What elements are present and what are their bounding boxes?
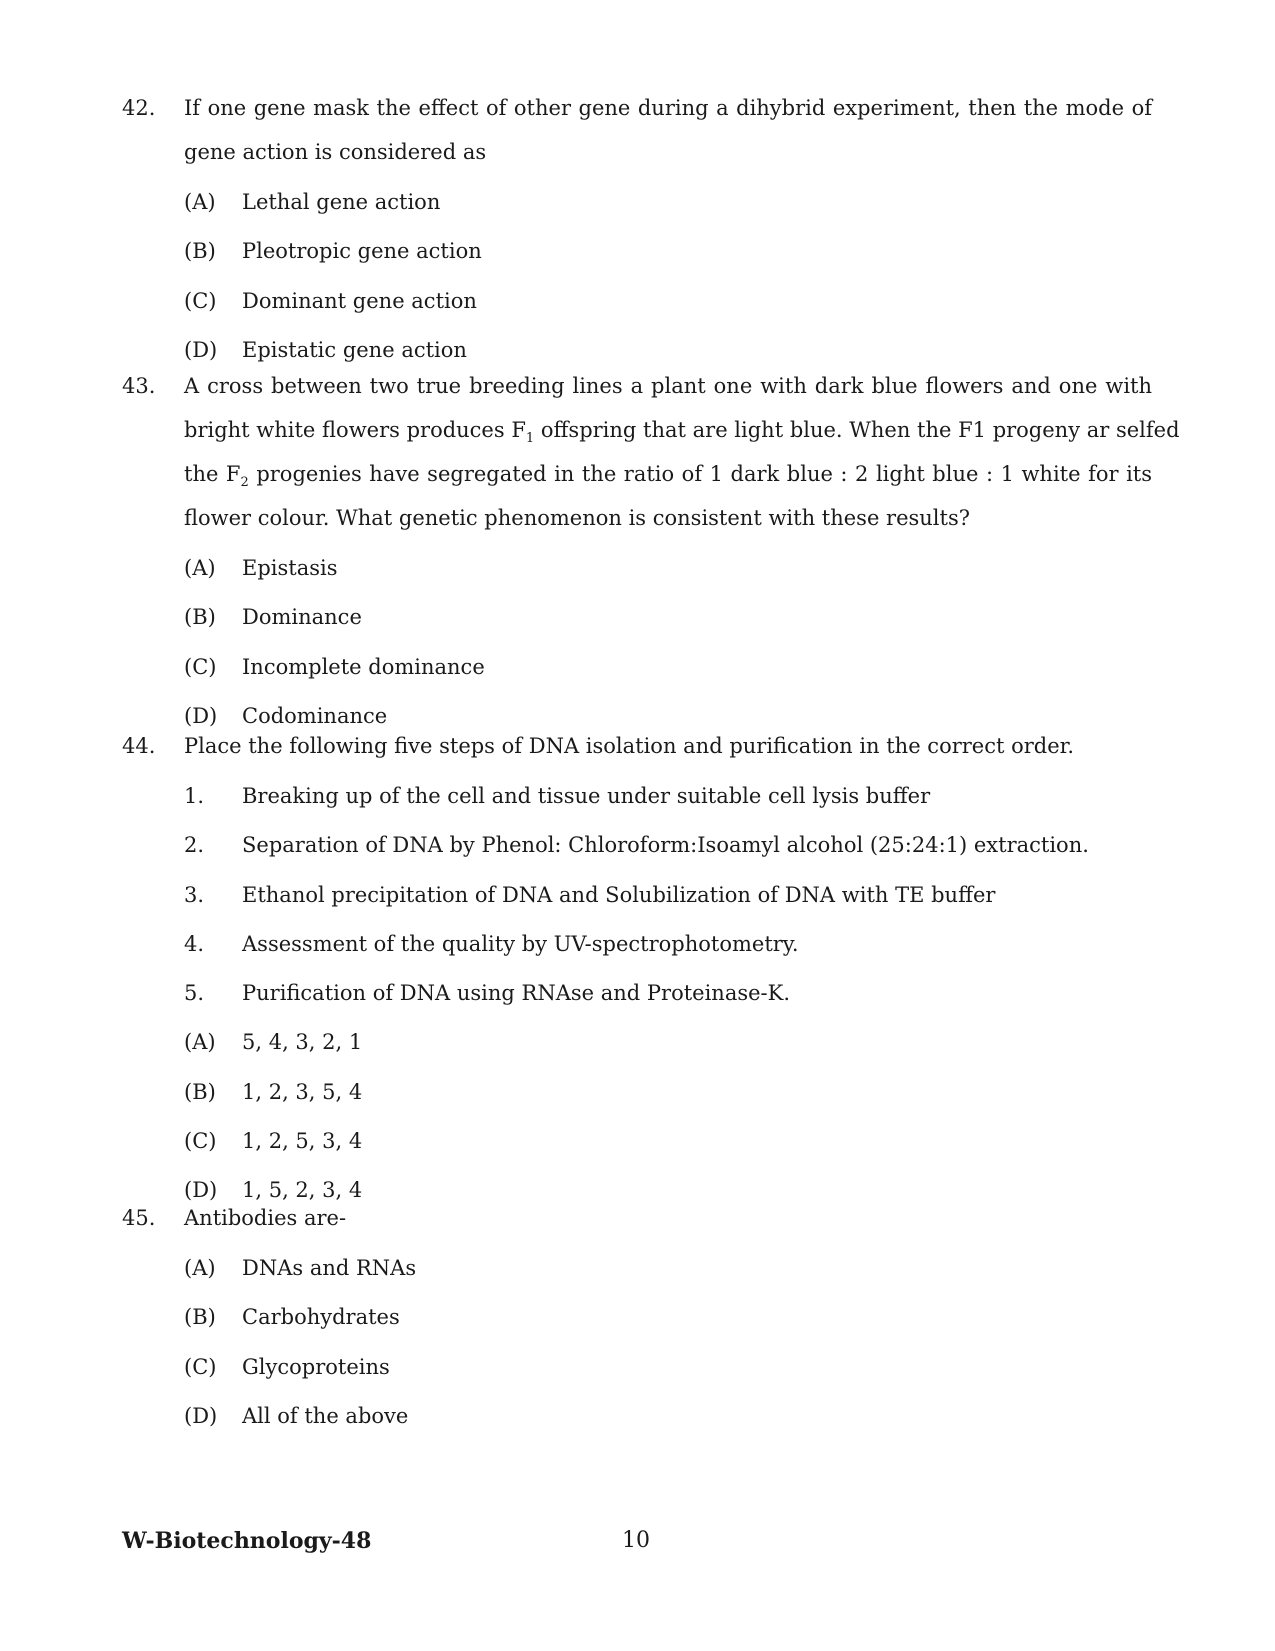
text-segment: the F [184, 462, 241, 486]
step-3 [184, 871, 1152, 920]
option-c [184, 1117, 1152, 1166]
option-c [184, 1343, 1152, 1392]
step-key: 5. [184, 981, 205, 1006]
step-5 [184, 969, 1152, 1018]
option-key: (D) [184, 1403, 218, 1428]
step-2 [184, 821, 1152, 870]
option-b [184, 1068, 1152, 1117]
option-key: (B) [184, 605, 216, 630]
question-text [184, 724, 1152, 768]
step-1 [184, 772, 1152, 821]
option-key: (D) [184, 337, 218, 362]
footer-paper-code: W-Biotechnology-48 [122, 1528, 372, 1554]
option-text: Carbohydrates [242, 1305, 400, 1330]
option-text: Epistatic gene action [242, 337, 467, 362]
option-a [184, 1244, 1152, 1293]
option-key: (D) [184, 1178, 218, 1203]
option-key: (A) [184, 190, 216, 214]
option-key: (C) [184, 1129, 217, 1154]
option-text: Epistasis [242, 556, 338, 580]
step-key: 3. [184, 882, 205, 907]
question-number: 43. [122, 374, 156, 398]
option-text: DNAs and RNAs [242, 1256, 417, 1280]
subscript: 2 [240, 475, 249, 490]
question-45 [122, 1196, 1152, 1441]
option-text: Lethal gene action [242, 190, 441, 214]
step-key: 1. [184, 784, 205, 808]
step-text: Separation of DNA by Phenol: Chloroform:Isoamyl alcohol (25:24:1) extraction. [242, 833, 1089, 858]
option-key: (B) [184, 239, 216, 264]
option-key: (C) [184, 288, 217, 313]
question-number: 42. [122, 96, 156, 120]
text-segment: offspring that are light blue. When the F1 progeny ar selfed [540, 418, 1180, 442]
question-number: 45. [122, 1206, 156, 1230]
option-text: 5, 4, 3, 2, 1 [242, 1030, 363, 1055]
option-text: Incomplete dominance [242, 654, 485, 679]
option-text: Codominance [242, 703, 388, 728]
question-text-line: Antibodies are- [184, 1206, 347, 1230]
option-key: (A) [184, 556, 216, 580]
option-b [184, 1293, 1152, 1342]
question-42 [122, 86, 1152, 375]
option-b [184, 593, 1152, 642]
question-number: 44. [122, 734, 156, 758]
page-number: 10 [622, 1528, 650, 1553]
option-text: 1, 5, 2, 3, 4 [242, 1178, 363, 1203]
option-b [184, 227, 1152, 276]
subscript: 1 [525, 431, 535, 446]
question-text [184, 1196, 1152, 1240]
step-text: Assessment of the quality by UV-spectrophotometry. [242, 931, 799, 956]
step-4 [184, 920, 1152, 969]
question-43 [122, 364, 1180, 741]
option-key: (C) [184, 654, 217, 679]
step-text: Breaking up of the cell and tissue under suitable cell lysis buffer [242, 784, 931, 808]
question-text-line: Place the following five steps of DNA isolation and purification in the correct order. [184, 734, 1075, 758]
question-text-line: If one gene mask the effect of other gene during a dihybrid experiment, then the mode of [184, 96, 1152, 120]
option-c [184, 277, 1152, 326]
step-key: 2. [184, 833, 205, 858]
option-text: 1, 2, 5, 3, 4 [242, 1129, 363, 1154]
option-a [184, 1018, 1152, 1067]
question-text-line: gene action is considered as [184, 140, 487, 164]
text-segment: bright white flowers produces F [184, 418, 526, 442]
option-a [184, 544, 1152, 593]
text-segment: progenies have segregated in the ratio of 1 dark blue : 2 light blue : 1 white for its [256, 462, 1152, 486]
option-key: (A) [184, 1256, 216, 1280]
option-text: Glycoproteins [242, 1354, 390, 1379]
option-text: Dominance [242, 605, 362, 630]
question-text [184, 86, 1152, 174]
option-c [184, 643, 1152, 692]
question-text-line: A cross between two true breeding lines a plant one with dark blue flowers and one with [184, 374, 1152, 398]
option-key: (B) [184, 1079, 216, 1104]
option-text: Dominant gene action [242, 288, 477, 313]
question-text-line [184, 408, 1180, 452]
option-text: 1, 2, 3, 5, 4 [242, 1079, 363, 1104]
option-key: (D) [184, 703, 218, 728]
question-text-line: flower colour. What genetic phenomenon is consistent with these results? [184, 506, 971, 530]
question-44 [122, 724, 1152, 1216]
step-key: 4. [184, 931, 205, 956]
option-key: (A) [184, 1030, 216, 1055]
question-text-line [184, 452, 1152, 496]
option-key: (B) [184, 1305, 216, 1330]
question-text [184, 364, 1180, 540]
option-text: Pleotropic gene action [242, 239, 482, 264]
option-a [184, 178, 1152, 227]
option-d [184, 1392, 1152, 1441]
step-text: Ethanol precipitation of DNA and Solubilization of DNA with TE buffer [242, 882, 996, 907]
option-text: All of the above [242, 1403, 409, 1428]
step-text: Purification of DNA using RNAse and Proteinase-K. [242, 981, 790, 1006]
option-key: (C) [184, 1354, 217, 1379]
